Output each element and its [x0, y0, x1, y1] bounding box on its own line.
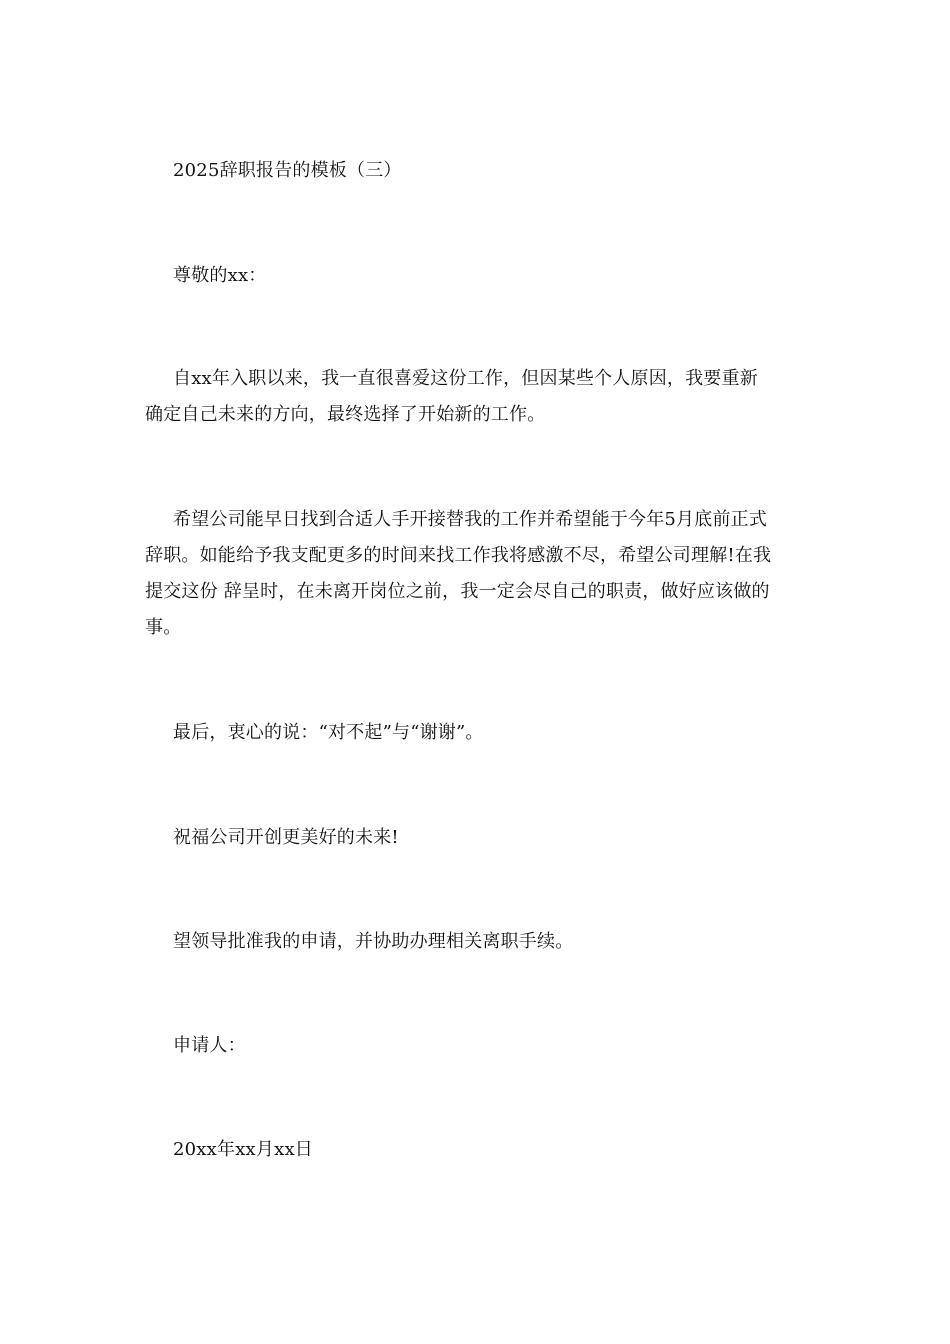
paragraph-2-line-3: 提交这份 辞呈时，在未离开岗位之前，我一定会尽自己的职责，做好应该做的: [145, 581, 770, 602]
signature-date: 20xx年xx月xx日: [173, 1139, 314, 1160]
paragraph-2-line-4: 事。: [145, 617, 182, 638]
paragraph-2-line-2: 辞职。如能给予我支配更多的时间来找工作我将感激不尽，希望公司理解!在我: [145, 545, 772, 566]
paragraph-4: 祝福公司开创更美好的未来!: [173, 827, 399, 848]
paragraph-1-line-1: 自xx年入职以来，我一直很喜爱这份工作，但因某些个人原因，我要重新: [173, 368, 758, 389]
paragraph-5: 望领导批准我的申请，并协助办理相关离职手续。: [173, 931, 574, 952]
paragraph-3: 最后，衷心的说：“对不起”与“谢谢”。: [173, 722, 484, 743]
document-title: 2025辞职报告的模板（三）: [173, 160, 402, 181]
salutation: 尊敬的xx：: [173, 265, 267, 286]
applicant-label: 申请人：: [173, 1035, 246, 1056]
paragraph-1-line-2: 确定自己未来的方向，最终选择了开始新的工作。: [145, 404, 546, 425]
paragraph-2-line-1: 希望公司能早日找到合适人手开接替我的工作并希望能于今年5月底前正式: [173, 509, 768, 530]
